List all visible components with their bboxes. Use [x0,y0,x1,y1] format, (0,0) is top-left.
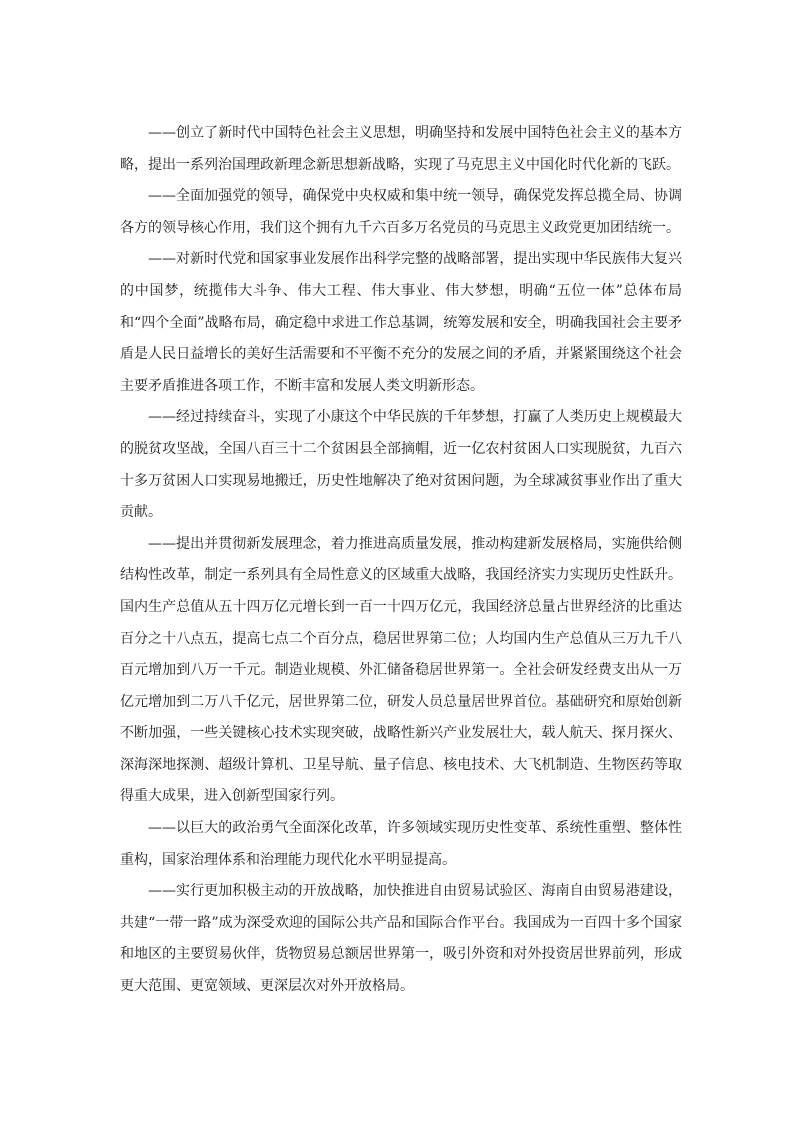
paragraph-5: ——提出并贯彻新发展理念，着力推进高质量发展，推动构建新发展格局，实施供给侧结构性改革，制定一系列具有全局性意义的区域重大战略，我国经济实力实现历史性跃升。国内生产总值从五十四万亿元增长到一百一十四万亿元，我国经济总量占世界经济的比重达百分之十八点五，提高七点二个百分点，稳居世界第二位；人均国内生产总值从三万九千八百元增加到八万一千元。制造业规模、外汇储备稳居世界第一。全社会研发经费支出从一万亿元增加到二万八千亿元，居世界第二位，研发人员总量居世界首位。基础研究和原始创新不断加强，一些关键核心技术实现突破，战略性新兴产业发展壮大，载人航天、探月探火、深海深地探测、超级计算机、卫星导航、量子信息、核电技术、大飞机制造、生物医药等取得重大成果，进入创新型国家行列。 [120,535,682,805]
paragraph-7: ——实行更加积极主动的开放战略，加快推进自由贸易试验区、海南自由贸易港建设，共建“一带一路”成为深受欢迎的国际公共产品和国际合作平台。我国成为一百四十多个国家和地区的主要贸易伙伴，货物贸易总额居世界第一，吸引外资和对外投资居世界前列，形成更大范围、更宽领域、更深层次对外开放格局。 [120,883,682,995]
paragraph-3: ——对新时代党和国家事业发展作出科学完整的战略部署，提出实现中华民族伟大复兴的中国梦，统揽伟大斗争、伟大工程、伟大事业、伟大梦想，明确“五位一体”总体布局和“四个全面”战略布局，确定稳中求进工作总基调，统筹发展和安全，明确我国社会主要矛盾是人民日益增长的美好生活需要和不平衡不充分的发展之间的矛盾，并紧紧围绕这个社会主要矛盾推进各项工作，不断丰富和发展人类文明新形态。 [120,251,682,394]
document-page [120,118,682,1003]
paragraph-1: ——创立了新时代中国特色社会主义思想，明确坚持和发展中国特色社会主义的基本方略，提出一系列治国理政新理念新思想新战略，实现了马克思主义中国化时代化新的飞跃。 [120,125,682,173]
paragraph-4: ——经过持续奋斗，实现了小康这个中华民族的千年梦想，打赢了人类历史上规模最大的脱贫攻坚战，全国八百三十二个贫困县全部摘帽，近一亿农村贫困人口实现脱贫，九百六十多万贫困人口实现易地搬迁，历史性地解决了绝对贫困问题，为全球减贫事业作出了重大贡献。 [120,409,682,521]
paragraph-6: ——以巨大的政治勇气全面深化改革，许多领域实现历史性变革、系统性重塑、整体性重构，国家治理体系和治理能力现代化水平明显提高。 [120,820,682,868]
paragraph-2: ——全面加强党的领导，确保党中央权威和集中统一领导，确保党发挥总揽全局、协调各方的领导核心作用，我们这个拥有九千六百多万名党员的马克思主义政党更加团结统一。 [120,188,682,236]
